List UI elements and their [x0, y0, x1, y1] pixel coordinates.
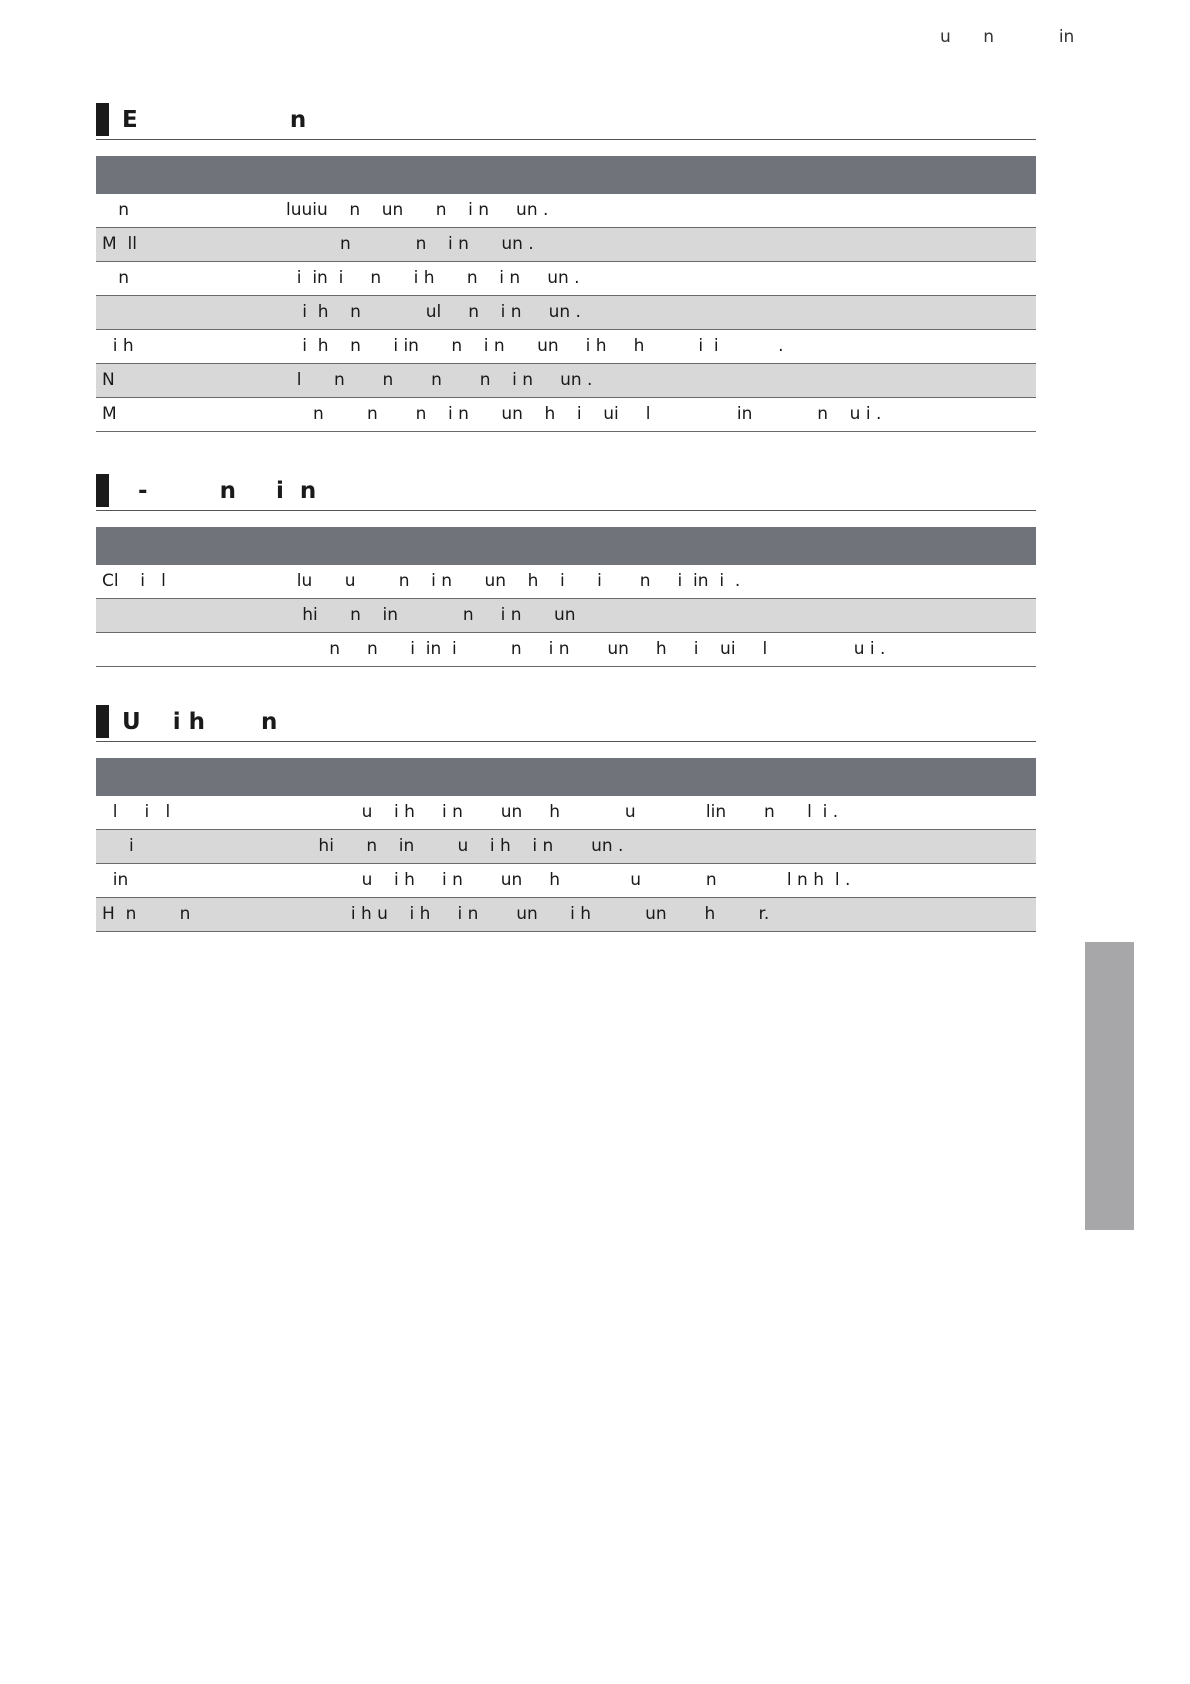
row-description: hi n in n i n un: [286, 605, 576, 625]
table-row: [96, 330, 1036, 364]
section-title: U i h n: [122, 709, 278, 735]
row-name: Cl i l: [102, 571, 166, 591]
heading-marker: [96, 474, 109, 507]
row-name: H n n: [102, 904, 191, 924]
row-name: i: [102, 836, 134, 856]
table-row: [96, 565, 1036, 599]
table-row: [96, 228, 1036, 262]
row-description: n n i n un .: [286, 234, 534, 254]
row-name: M ll: [102, 234, 137, 254]
chapter-tab: [1085, 942, 1134, 1230]
heading-marker: [96, 705, 109, 738]
table-header: [96, 758, 1036, 796]
row-description: n n i in i n i n un h i ui l u i .: [286, 639, 886, 659]
running-header: u n in: [940, 27, 1075, 47]
section-table: [96, 758, 1036, 932]
row-name: M: [102, 404, 117, 424]
section-title: - n i n: [122, 478, 317, 504]
table-row: [96, 796, 1036, 830]
row-description: i h n i in n i n un i h h i i .: [286, 336, 784, 356]
table-row: [96, 599, 1036, 633]
section-2: [96, 474, 1036, 667]
row-description: i h u i h i n un i h un h r.: [286, 904, 770, 924]
row-description: n n n i n un h i ui l in n u i .: [286, 404, 882, 424]
row-description: l n n n n i n un .: [286, 370, 593, 390]
row-name: N: [102, 370, 115, 390]
row-name: l i l: [102, 802, 171, 822]
row-name: n: [102, 200, 129, 220]
row-description: u i h i n un h u n l n h l .: [286, 870, 851, 890]
section-1: [96, 103, 1036, 432]
table-row: [96, 864, 1036, 898]
row-description: i in i n i h n i n un .: [286, 268, 580, 288]
section-heading: [96, 103, 1036, 140]
table-row: [96, 398, 1036, 432]
section-title: E n: [122, 107, 307, 133]
table-row: [96, 262, 1036, 296]
row-description: lu u n i n un h i i n i in i .: [286, 571, 741, 591]
table-row: [96, 830, 1036, 864]
section-heading: [96, 705, 1036, 742]
row-name: i h: [102, 336, 134, 356]
table-row: [96, 296, 1036, 330]
table-row: [96, 633, 1036, 667]
table-row: [96, 898, 1036, 932]
table-row: [96, 194, 1036, 228]
row-description: hi n in u i h i n un .: [286, 836, 624, 856]
section-table: [96, 527, 1036, 667]
table-header: [96, 156, 1036, 194]
row-description: u i h i n un h u lin n l i .: [286, 802, 839, 822]
row-name: n: [102, 268, 129, 288]
table-row: [96, 364, 1036, 398]
section-table: [96, 156, 1036, 432]
row-name: in: [102, 870, 129, 890]
table-header: [96, 527, 1036, 565]
heading-marker: [96, 103, 109, 136]
row-description: i h n ul n i n un .: [286, 302, 581, 322]
row-description: luuiu n un n i n un .: [286, 200, 549, 220]
section-heading: [96, 474, 1036, 511]
section-3: [96, 705, 1036, 932]
